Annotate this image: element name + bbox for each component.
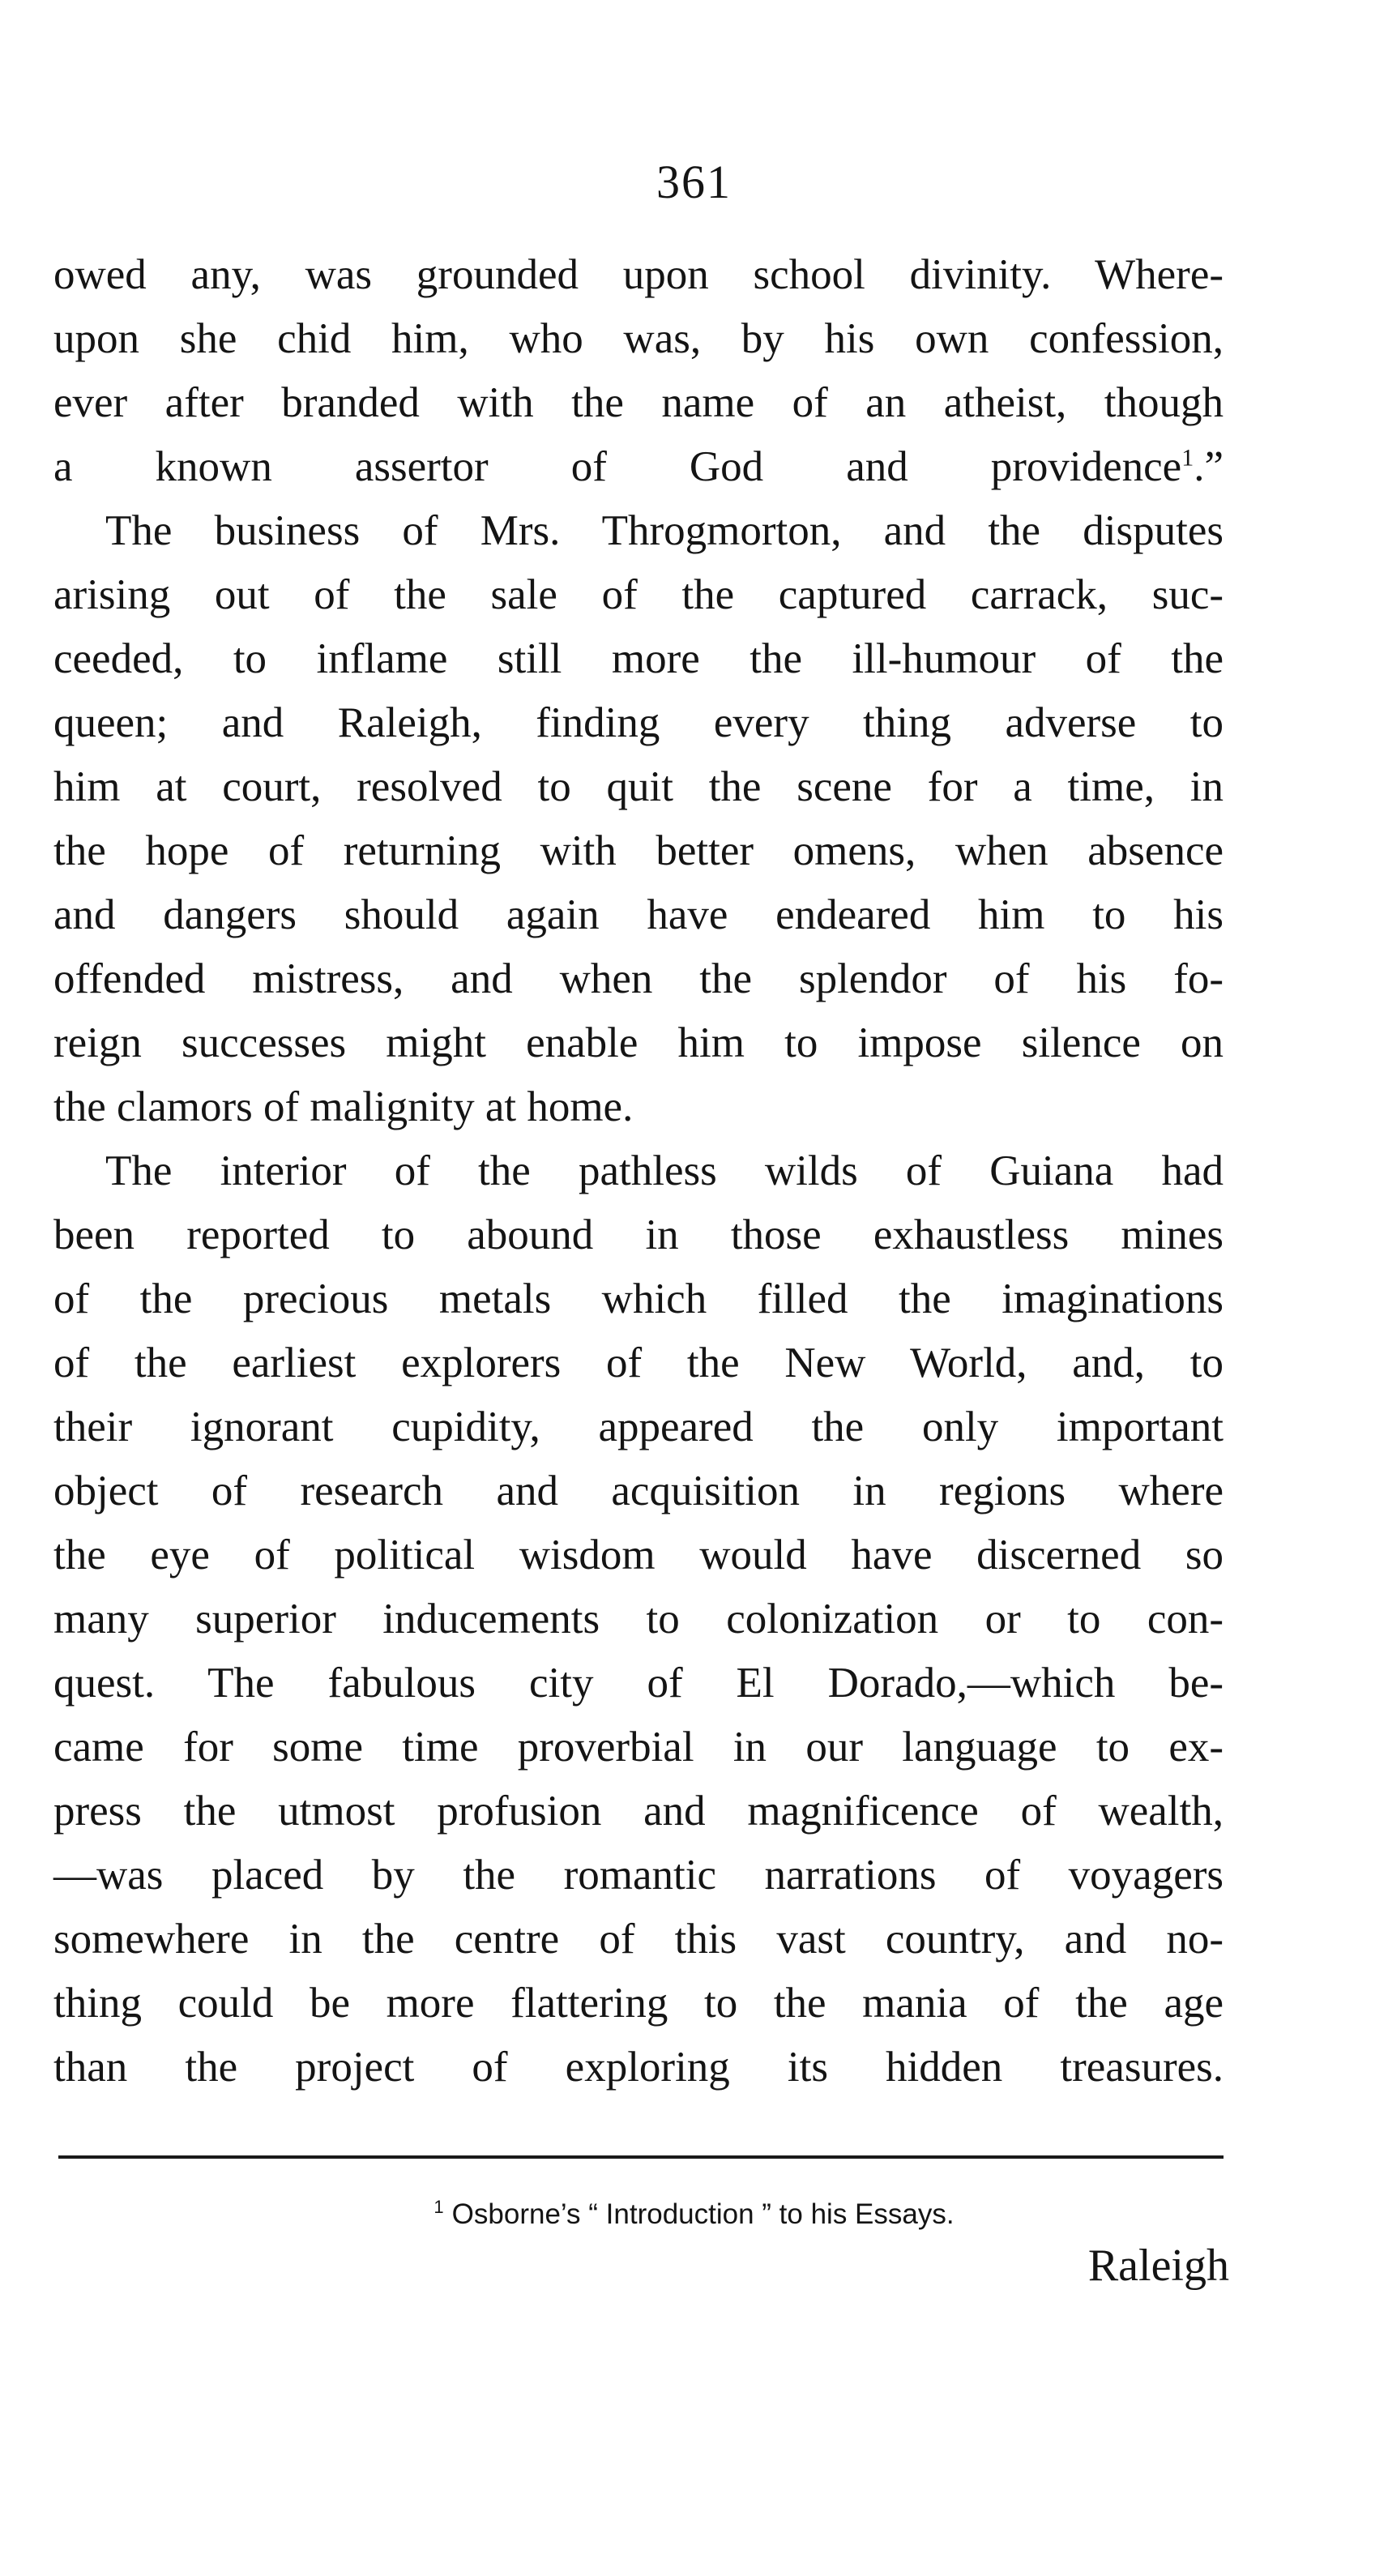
- text-line: [53, 1331, 1224, 1395]
- text-line: [53, 2036, 1224, 2100]
- text-line-content: quest. The fabulous city of El Dorado,—which be-: [53, 1660, 1224, 1707]
- footnote-divider: [58, 2155, 1224, 2159]
- text-line: [53, 1972, 1224, 2036]
- footnote-text: Osborne’s “ Introduction ” to his Essays.: [451, 2198, 955, 2230]
- body-text: [53, 243, 1224, 2100]
- text-line-content: arising out of the sale of the captured carrack, suc-: [53, 571, 1224, 618]
- text-line: [53, 1267, 1224, 1331]
- footnote-reference: 1: [1181, 444, 1194, 472]
- text-line-tail: .”: [1194, 443, 1224, 490]
- text-line-content: ceeded, to inflame still more the ill-humour of the: [53, 635, 1224, 682]
- text-line-content: came for some time proverbial in our language to ex-: [53, 1724, 1224, 1771]
- text-line-content: been reported to abound in those exhaustless mines: [53, 1211, 1224, 1258]
- text-line: [53, 691, 1224, 755]
- text-line: [53, 1459, 1224, 1523]
- text-line: [53, 371, 1224, 435]
- text-line: [53, 435, 1224, 499]
- text-line: [53, 1651, 1224, 1715]
- text-line: [53, 1523, 1224, 1587]
- text-line-content: The interior of the pathless wilds of Guiana had: [105, 1147, 1224, 1194]
- page-number: 361: [656, 156, 732, 208]
- text-line-content: the hope of returning with better omens, when absence: [53, 827, 1224, 874]
- text-line-content: him at court, resolved to quit the scene for a time, in: [53, 763, 1224, 810]
- text-line: [53, 1779, 1224, 1843]
- text-line-content: of the precious metals which filled the imaginations: [53, 1275, 1224, 1322]
- text-line-content: thing could be more flattering to the mania of the age: [53, 1980, 1224, 2027]
- text-line-content: the clamors of malignity at home.: [53, 1083, 634, 1130]
- text-line: [53, 307, 1224, 371]
- text-line: [53, 755, 1224, 819]
- text-line-content: upon she chid him, who was, by his own confession,: [53, 315, 1224, 362]
- text-line: [53, 563, 1224, 627]
- text-line-content: the eye of political wisdom would have discerned so: [53, 1532, 1224, 1578]
- text-line: [53, 627, 1224, 691]
- text-line-content: reign successes might enable him to impose silence on: [53, 1019, 1224, 1066]
- text-line: [53, 1907, 1224, 1972]
- text-line: [53, 1715, 1224, 1779]
- catchword: Raleigh: [1087, 2241, 1229, 2291]
- text-line: [53, 819, 1224, 883]
- text-line: [53, 1587, 1224, 1651]
- text-line: [53, 883, 1224, 947]
- text-line-content: ever after branded with the name of an atheist, though: [53, 379, 1224, 426]
- text-line: [53, 499, 1224, 563]
- footnote: [0, 2197, 1388, 2232]
- text-line-content: somewhere in the centre of this vast country, and no-: [53, 1916, 1224, 1963]
- text-line-content: The business of Mrs. Throgmorton, and the disputes: [105, 507, 1224, 554]
- text-line-content: offended mistress, and when the splendor of his fo-: [53, 955, 1224, 1002]
- text-line-content: owed any, was grounded upon school divinity. Where-: [53, 251, 1224, 298]
- text-line: [53, 1843, 1224, 1907]
- text-line-content: queen; and Raleigh, finding every thing adverse to: [53, 699, 1224, 746]
- text-line: [53, 243, 1224, 307]
- text-line: [53, 1203, 1224, 1267]
- text-line: [53, 1075, 1224, 1139]
- text-line-content: a known assertor of God and providence: [53, 443, 1182, 490]
- text-line: [53, 1139, 1224, 1203]
- text-line: [53, 1395, 1224, 1459]
- text-line-content: press the utmost profusion and magnificence of wealth,: [53, 1788, 1224, 1835]
- text-line: [53, 1011, 1224, 1075]
- text-line: [53, 947, 1224, 1011]
- footnote-mark: 1: [433, 2197, 444, 2218]
- text-line-content: their ignorant cupidity, appeared the only important: [53, 1403, 1224, 1450]
- text-line-content: and dangers should again have endeared him to his: [53, 891, 1224, 938]
- text-line-content: object of research and acquisition in regions where: [53, 1467, 1224, 1514]
- text-line-content: many superior inducements to colonization or to con-: [53, 1596, 1224, 1643]
- text-line-content: —was placed by the romantic narrations of voyagers: [53, 1852, 1224, 1899]
- text-line-content: than the project of exploring its hidden treasures.: [53, 2044, 1224, 2091]
- text-line-content: of the earliest explorers of the New World, and, to: [53, 1339, 1224, 1386]
